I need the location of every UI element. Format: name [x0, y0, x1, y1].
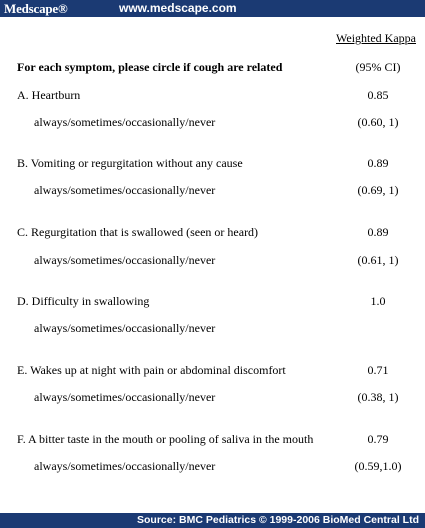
- column-header-weighted-kappa: Weighted Kappa: [336, 31, 417, 45]
- kappa-f: 0.79: [367, 432, 389, 446]
- question-c: C. Regurgitation that is swallowed (seen or heard): [17, 225, 259, 239]
- options-f: always/sometimes/occasionally/never: [34, 459, 216, 473]
- question-d: D. Difficulty in swallowing: [17, 294, 150, 308]
- footer-bar: [0, 513, 425, 528]
- kappa-d: 1.0: [370, 294, 386, 308]
- source-credit: Source: BMC Pediatrics © 1999-2006 BioMed Central Ltd: [137, 514, 419, 526]
- kappa-e: 0.71: [367, 363, 389, 377]
- ci-c: (0.61, 1): [357, 253, 399, 267]
- question-a: A. Heartburn: [17, 88, 81, 102]
- options-a: always/sometimes/occasionally/never: [34, 115, 216, 129]
- options-d: always/sometimes/occasionally/never: [34, 321, 216, 335]
- ci-a: (0.60, 1): [357, 115, 399, 129]
- kappa-c: 0.89: [367, 225, 389, 239]
- options-c: always/sometimes/occasionally/never: [34, 253, 216, 267]
- kappa-a: 0.85: [367, 88, 389, 102]
- ci-e: (0.38, 1): [357, 390, 399, 404]
- options-e: always/sometimes/occasionally/never: [34, 390, 216, 404]
- header-bar: [0, 0, 425, 17]
- question-f: F. A bitter taste in the mouth or pooling of saliva in the mouth: [17, 432, 314, 446]
- question-b: B. Vomiting or regurgitation without any cause: [17, 156, 243, 170]
- question-e: E. Wakes up at night with pain or abdominal discomfort: [17, 363, 286, 377]
- options-b: always/sometimes/occasionally/never: [34, 183, 216, 197]
- ci-f: (0.59,1.0): [354, 459, 402, 473]
- ci-b: (0.69, 1): [357, 183, 399, 197]
- instruction-text: For each symptom, please circle if cough are related: [17, 60, 283, 74]
- ci-header: (95% CI): [355, 60, 401, 74]
- kappa-b: 0.89: [367, 156, 389, 170]
- header-url: www.medscape.com: [119, 1, 237, 15]
- medscape-logo: Medscape®: [4, 1, 68, 16]
